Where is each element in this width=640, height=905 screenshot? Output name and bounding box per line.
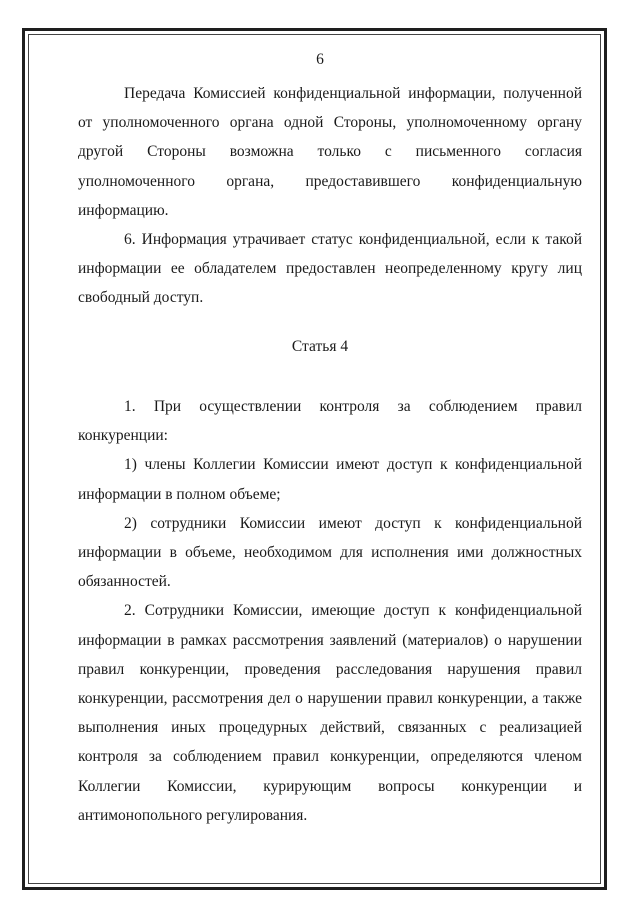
paragraph-article-2: 2. Сотрудники Комиссии, имеющие доступ к конфиденциальной информации в рамках рассмотрения заявлений (материалов) о нарушении правил конкуренции, проведения расследования нарушения правил конкуренции, рассмотрения дел о нарушении правил конкуренции, а также выполнения иных процедурных действий, связанных с реализацией контроля за соблюдением правил конкуренции, определяются членом Коллегии Комиссии, курирующим вопросы конкуренции и антимонопольного регулирования. [78, 602, 582, 824]
paragraph-article-1-2: 2) сотрудники Комиссии имеют доступ к конфиденциальной информации в объеме, необходимом для исполнения ими должностных обязанностей. [78, 514, 582, 591]
top-text-block [78, 79, 582, 313]
paragraph-article-1: 1. При осуществлении контроля за соблюдением правил конкуренции: [78, 398, 582, 445]
paragraph-article-1-1: 1) члены Коллегии Комиссии имеют доступ к конфиденциальной информации в полном объеме; [78, 456, 582, 503]
paragraph-transfer: Передача Комиссией конфиденциальной информации, полученной от уполномоченного органа одной Стороны, уполномоченному органу другой Стороны возможна только с письменного согласия уполномоченного органа, предоставившего конфиденциальную информацию. [78, 85, 582, 219]
article-heading: Статья 4 [291, 338, 349, 355]
page-number: 6 [316, 51, 324, 68]
paragraph-6: 6. Информация утрачивает статус конфиденциальной, если к такой информации ее обладателем предоставлен неопределенному кругу лиц свободный доступ. [78, 231, 582, 307]
article-text-block [78, 392, 582, 830]
